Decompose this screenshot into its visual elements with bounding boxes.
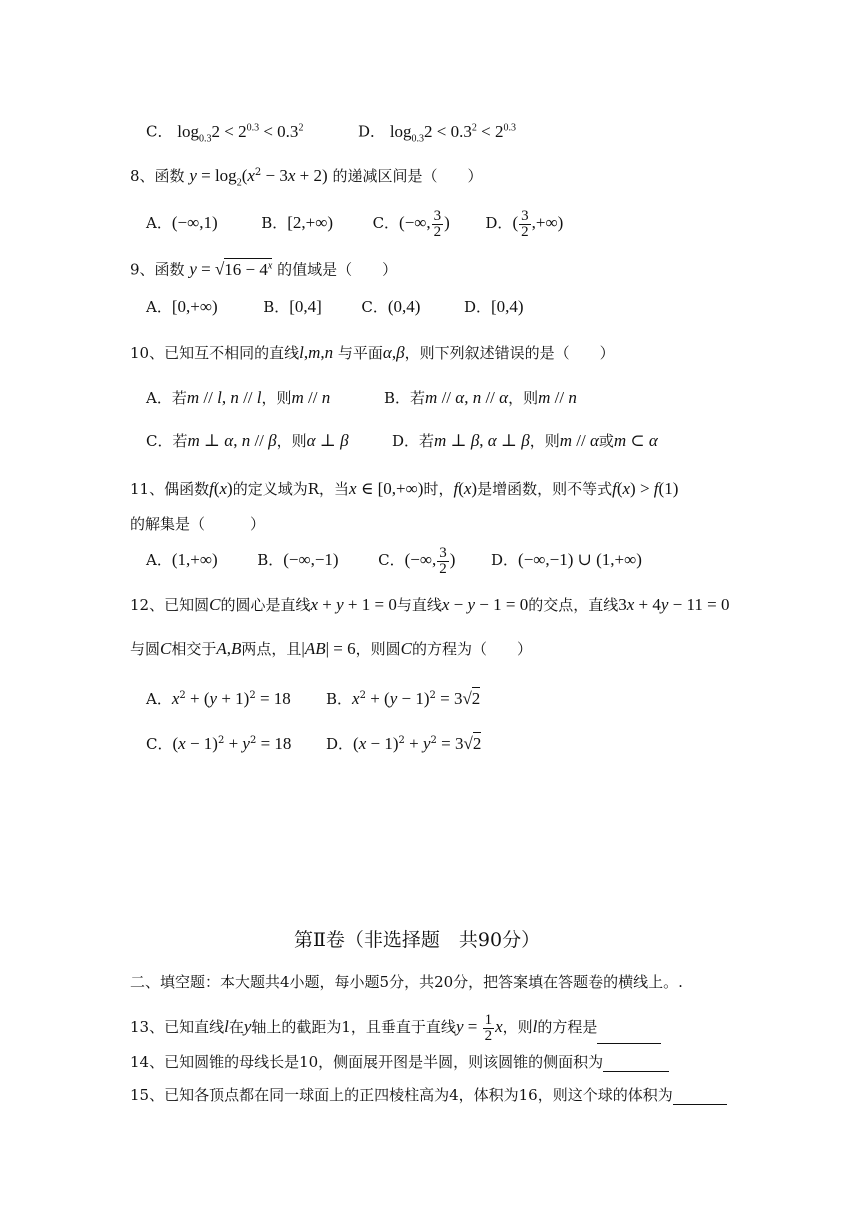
- q12-option-a: A．$x^2 + (y + 1)^2 = 18$: [146, 689, 291, 708]
- q10-option-b: B．若m // α, n // α，则m // n: [384, 388, 577, 407]
- q9-options: A．[0,+∞) B．[0,4] C．(0,4) D．[0,4): [146, 297, 524, 316]
- question-10: 10、已知互不相同的直线l,m,n 与平面α,β，则下列叙述错误的是（ ）: [130, 343, 615, 362]
- q10-option-d: D．若m ⊥ β, α ⊥ β，则m // α或m ⊂ α: [392, 431, 658, 450]
- q8-options: A．(−∞,1) B．[2,+∞) C．(−∞, $\frac{3}{2}$ ) D．( $\frac{3}{2}$ ,+∞): [146, 207, 564, 240]
- section-instructions: 二、填空题：本大题共4小题，每小题5分，共20分，把答案填在答题卷的横线上。.: [130, 973, 683, 991]
- answer-blank-13[interactable]: [597, 1027, 661, 1044]
- answer-blank-15[interactable]: [673, 1088, 727, 1105]
- q12-option-c: C．$(x - 1)^2 + y^2 = 18$: [146, 734, 292, 753]
- q7-option-d: D． $\log_{0.3}2 < 0.3^2 < 2^{0.3}$: [358, 121, 516, 145]
- q7-option-c: C． $\log_{0.3}2 < 2^{0.3} < 0.3^2$: [146, 121, 304, 145]
- q10-option-c: C．若m ⊥ α, n // β，则α ⊥ β: [146, 431, 349, 450]
- question-15: 15、已知各顶点都在同一球面上的正四棱柱高为4，体积为16，则这个球的体积为: [130, 1085, 727, 1105]
- q11-options: A．(1,+∞) B．(−∞,−1) C．(−∞, $\frac{3}{2}$ ) D．(−∞,−1) ∪ (1,+∞): [146, 544, 642, 577]
- section-title: 第Ⅱ卷（非选择题 共90分）: [294, 929, 541, 951]
- question-13: 13、已知直线l在y轴上的截距为1，且垂直于直线y = $\frac{1}{2}$ x，则l的方程是: [130, 1012, 661, 1044]
- answer-blank-14[interactable]: [603, 1055, 669, 1072]
- question-9: 9、函数 $y = √16 - 4^x$ 的值域是（ ）: [130, 259, 398, 279]
- question-12-line2: 与圆C相交于A,B两点，且|AB| = 6，则圆C的方程为（ ）: [130, 639, 532, 658]
- q10-option-a: A．若m // l, n // l，则m // n: [146, 388, 331, 407]
- question-14: 14、已知圆锥的母线长是10，侧面展开图是半圆，则该圆锥的侧面积为: [130, 1052, 669, 1072]
- question-11: 11、偶函数f(x)的定义域为R，当x ∈ [0,+∞)时，f(x)是增函数，则不等式f(x) > f(1): [130, 479, 679, 498]
- question-11-line2: 的解集是（ ）: [130, 515, 266, 533]
- question-8: 8、函数 $y = \log_2(x^2 - 3x + 2)$ 的递减区间是（ ）: [130, 166, 483, 189]
- q12-option-d: D．$(x - 1)^2 + y^2 = 3√2$: [326, 734, 482, 753]
- question-12: 12、已知圆C的圆心是直线x + y + 1 = 0与直线x − y − 1 = 0的交点，直线3x + 4y − 11 = 0: [130, 595, 730, 614]
- q12-option-b: B．$x^2 + (y - 1)^2 = 3√2$: [326, 689, 481, 708]
